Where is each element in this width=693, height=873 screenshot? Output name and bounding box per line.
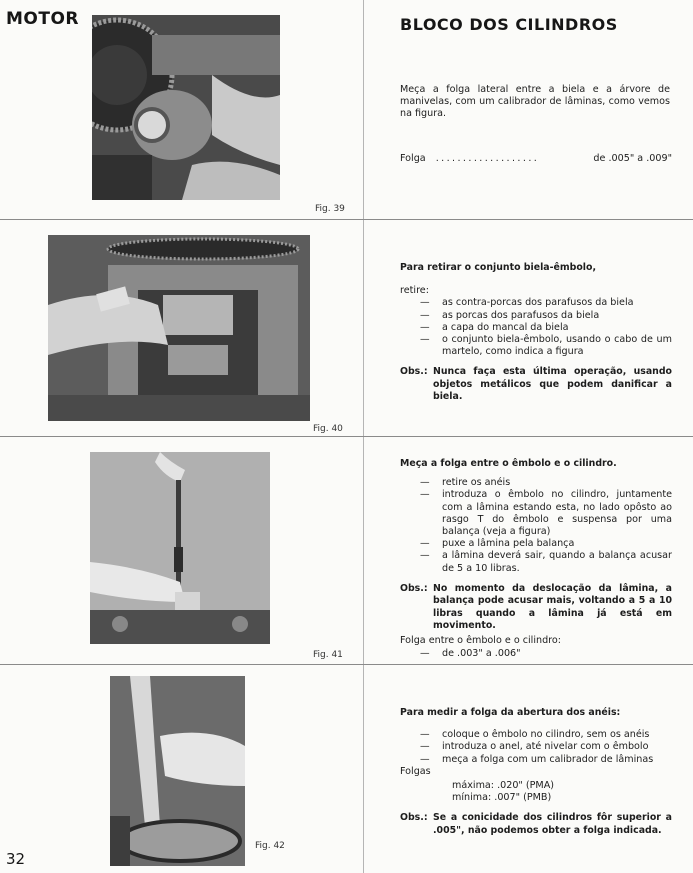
- dash-icon: —: [420, 477, 430, 489]
- s2-heading: Para retirar o conjunto biela-êmbolo,: [400, 262, 597, 273]
- s1-folga-label: Folga: [400, 153, 426, 164]
- list-item: — as contra-porcas dos parafusos da biela: [420, 297, 634, 309]
- s4-folgas-label: Folgas: [400, 765, 431, 777]
- section-divider-1: [0, 219, 693, 220]
- figure-42-photo: [110, 676, 245, 866]
- s3-heading: Meça a folga entre o êmbolo e o cilindro.: [400, 458, 617, 469]
- s4-obs: [400, 812, 672, 837]
- page-number: 32: [6, 850, 26, 868]
- s4-heading: Para medir a folga da abertura dos anéis:: [400, 707, 621, 718]
- dash-icon: —: [420, 538, 430, 550]
- dash-icon: —: [420, 753, 430, 765]
- figure-42-caption: Fig. 42: [255, 841, 285, 851]
- list-item: — coloque o êmbolo no cilindro, sem os anéis: [420, 729, 650, 741]
- dash-icon: —: [420, 741, 430, 753]
- s2-obs: [400, 366, 672, 403]
- list-item: — introduza o anel, até nivelar com o êmbolo: [420, 741, 649, 753]
- s2-block: [400, 262, 672, 404]
- figure-39-caption: Fig. 39: [315, 204, 345, 214]
- s3-list: [420, 477, 672, 575]
- left-section-title: MOTOR: [6, 9, 80, 29]
- dash-icon: —: [420, 729, 430, 741]
- s3-folga-value: de .003" a .006": [442, 647, 521, 659]
- s2-intro: retire:: [400, 285, 429, 297]
- s3-obs: [400, 583, 672, 633]
- list-item: — puxe a lâmina pela balança: [420, 538, 575, 550]
- s4-max-line: máxima: .020" (PMA): [452, 780, 555, 792]
- list-item: — introduza o êmbolo no cilindro, juntamente com a lâmina estando esta, no lado opôsto ao rasgo T do êmbolo e suspensa por uma balança (veja a figura): [420, 489, 672, 538]
- section-divider-3: [0, 664, 693, 665]
- dash-icon: —: [420, 550, 430, 562]
- figure-39-photo: [92, 15, 280, 200]
- list-item: — o conjunto biela-êmbolo, usando o cabo de um martelo, como indica a figura: [420, 334, 672, 358]
- dash-icon: —: [420, 309, 430, 321]
- list-item: — a lâmina deverá sair, quando a balança acusar de 5 a 10 libras.: [420, 550, 672, 574]
- s4-min-line: mínima: .007" (PMB): [452, 792, 552, 804]
- dash-icon: —: [420, 334, 430, 346]
- s1-folga-line: [400, 153, 672, 165]
- dash-icon: —: [420, 489, 430, 501]
- s4-list: [420, 729, 672, 766]
- figure-41-caption: Fig. 41: [313, 650, 343, 660]
- s3-block: [400, 458, 672, 660]
- s2-list: [420, 297, 672, 358]
- right-section-title: BLOCO DOS CILINDROS: [400, 15, 618, 34]
- dash-icon: —: [420, 647, 430, 659]
- s1-folga-value: de .005" a .009": [593, 153, 672, 164]
- list-item: — retire os anéis: [420, 477, 511, 489]
- obs-text: Nunca faça esta última operação, usando objetos metálicos que podem danificar a biela.: [433, 366, 672, 403]
- dash-icon: —: [420, 321, 430, 333]
- s1-paragraph: Meça a folga lateral entre a biela e a árvore de manivelas, com um calibrador de lâminas, como vemos na figura.: [400, 84, 670, 120]
- obs-text: Se a conicidade dos cilindros fôr superior a .005", não podemos obter a folga indicada.: [433, 812, 672, 836]
- s1-folga-dots: ...................: [435, 153, 540, 164]
- list-item: — meça a folga com um calibrador de lâminas: [420, 753, 654, 765]
- figure-40-caption: Fig. 40: [313, 424, 343, 434]
- figure-41-photo: [90, 452, 270, 644]
- dash-icon: —: [420, 297, 430, 309]
- obs-text: No momento da deslocação da lâmina, a balança pode acusar mais, voltando a 5 a 10 libras quando a lâmina já está em movimento.: [433, 582, 672, 632]
- list-item: — as porcas dos parafusos da biela: [420, 309, 600, 321]
- s3-folga-value-row: [420, 648, 672, 660]
- s4-block: [400, 707, 672, 837]
- list-item: — a capa do mancal da biela: [420, 321, 569, 333]
- section-divider-2: [0, 436, 693, 437]
- obs-label: Obs.:: [400, 812, 428, 824]
- obs-label: Obs.:: [400, 582, 428, 594]
- s3-folga-line: Folga entre o êmbolo e o cilindro:: [400, 635, 562, 647]
- figure-40-photo: [48, 235, 310, 421]
- obs-label: Obs.:: [400, 366, 428, 378]
